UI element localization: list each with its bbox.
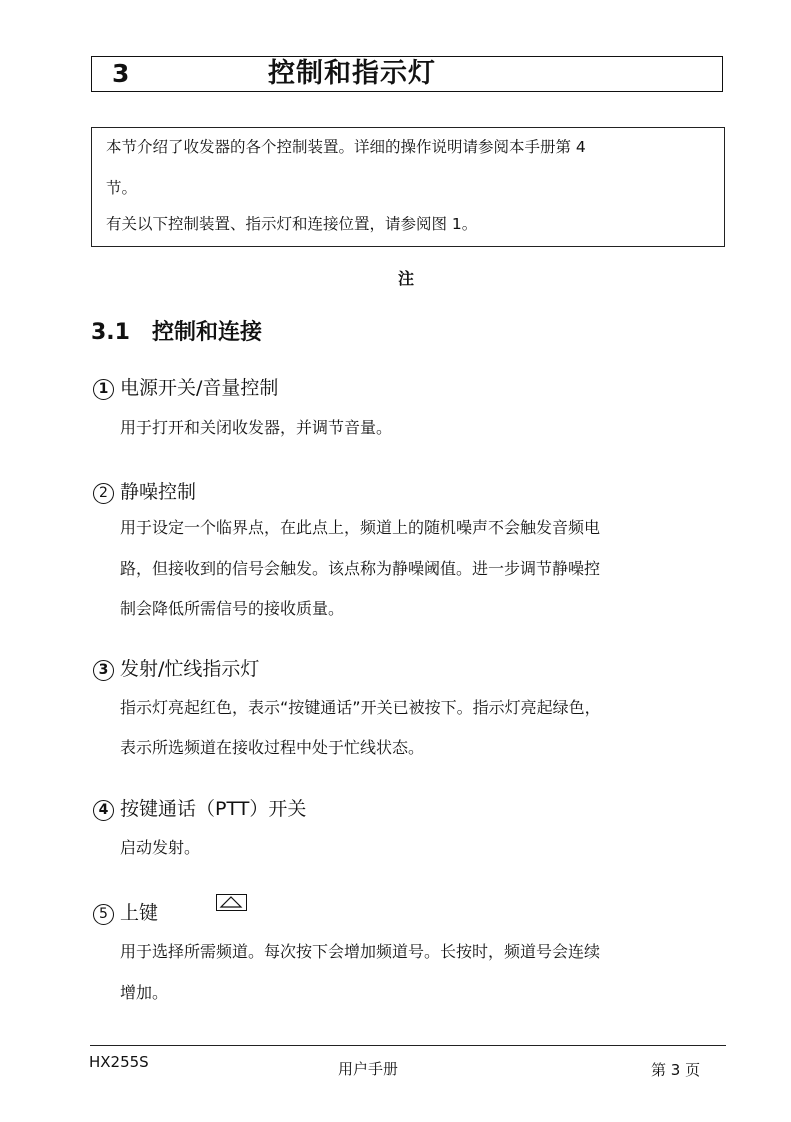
item-description: 用于打开和关闭收发器，并调节音量。 xyxy=(120,418,393,437)
item-title xyxy=(93,376,278,400)
item-title-text: 发射/忙线指示灯 xyxy=(120,658,260,680)
footer-model: HX255S xyxy=(89,1053,149,1071)
intro-line: 节。 xyxy=(106,179,138,197)
section-title: 控制和连接 xyxy=(151,320,262,345)
footer-divider xyxy=(90,1045,726,1046)
circled-number-marker: 3 xyxy=(93,660,114,681)
intro-line: 有关以下控制装置、指示灯和连接位置，请参阅图 1。 xyxy=(106,215,478,233)
item-title-text: 按键通话（PTT）开关 xyxy=(120,798,307,820)
item-description: 制会降低所需信号的接收质量。 xyxy=(120,599,345,618)
item-description: 用于选择所需频道。每次按下会增加频道号。长按时，频道号会连续 xyxy=(120,942,601,961)
item-description: 路，但接收到的信号会触发。该点称为静噪阈值。进一步调节静噪控 xyxy=(120,559,601,578)
section-heading xyxy=(91,319,262,347)
item-title xyxy=(93,657,259,681)
item-title-text: 电源开关/音量控制 xyxy=(120,377,279,399)
item-description: 指示灯亮起红色，表示“按键通话”开关已被按下。指示灯亮起绿色， xyxy=(120,698,601,717)
item-title-text: 上键 xyxy=(120,902,159,924)
section-number: 3.1 xyxy=(91,320,130,345)
chapter-header xyxy=(91,56,723,92)
item-description: 增加。 xyxy=(120,983,169,1002)
circled-number-marker: 1 xyxy=(93,379,114,400)
item-description: 表示所选频道在接收过程中处于忙线状态。 xyxy=(120,738,425,757)
item-title-text: 静噪控制 xyxy=(120,481,197,503)
item-title xyxy=(93,901,158,925)
note-label: 注 xyxy=(398,269,415,288)
circled-number-marker: 5 xyxy=(93,904,114,925)
intro-line: 本节介绍了收发器的各个控制装置。详细的操作说明请参阅本手册第 4 xyxy=(106,138,586,156)
chapter-title: 控制和指示灯 xyxy=(268,58,436,89)
footer-manual-title: 用户手册 xyxy=(338,1060,399,1078)
item-description: 用于设定一个临界点，在此点上，频道上的随机噪声不会触发音频电 xyxy=(120,518,601,537)
item-description: 启动发射。 xyxy=(120,838,201,857)
footer-page-number: 第 3 页 xyxy=(651,1061,701,1079)
item-title xyxy=(93,797,306,821)
circled-number-marker: 2 xyxy=(93,483,114,504)
chapter-number: 3 xyxy=(112,59,130,88)
up-triangle-key-icon xyxy=(216,894,247,911)
intro-box xyxy=(91,127,725,247)
item-title xyxy=(93,480,196,504)
circled-number-marker: 4 xyxy=(93,800,114,821)
